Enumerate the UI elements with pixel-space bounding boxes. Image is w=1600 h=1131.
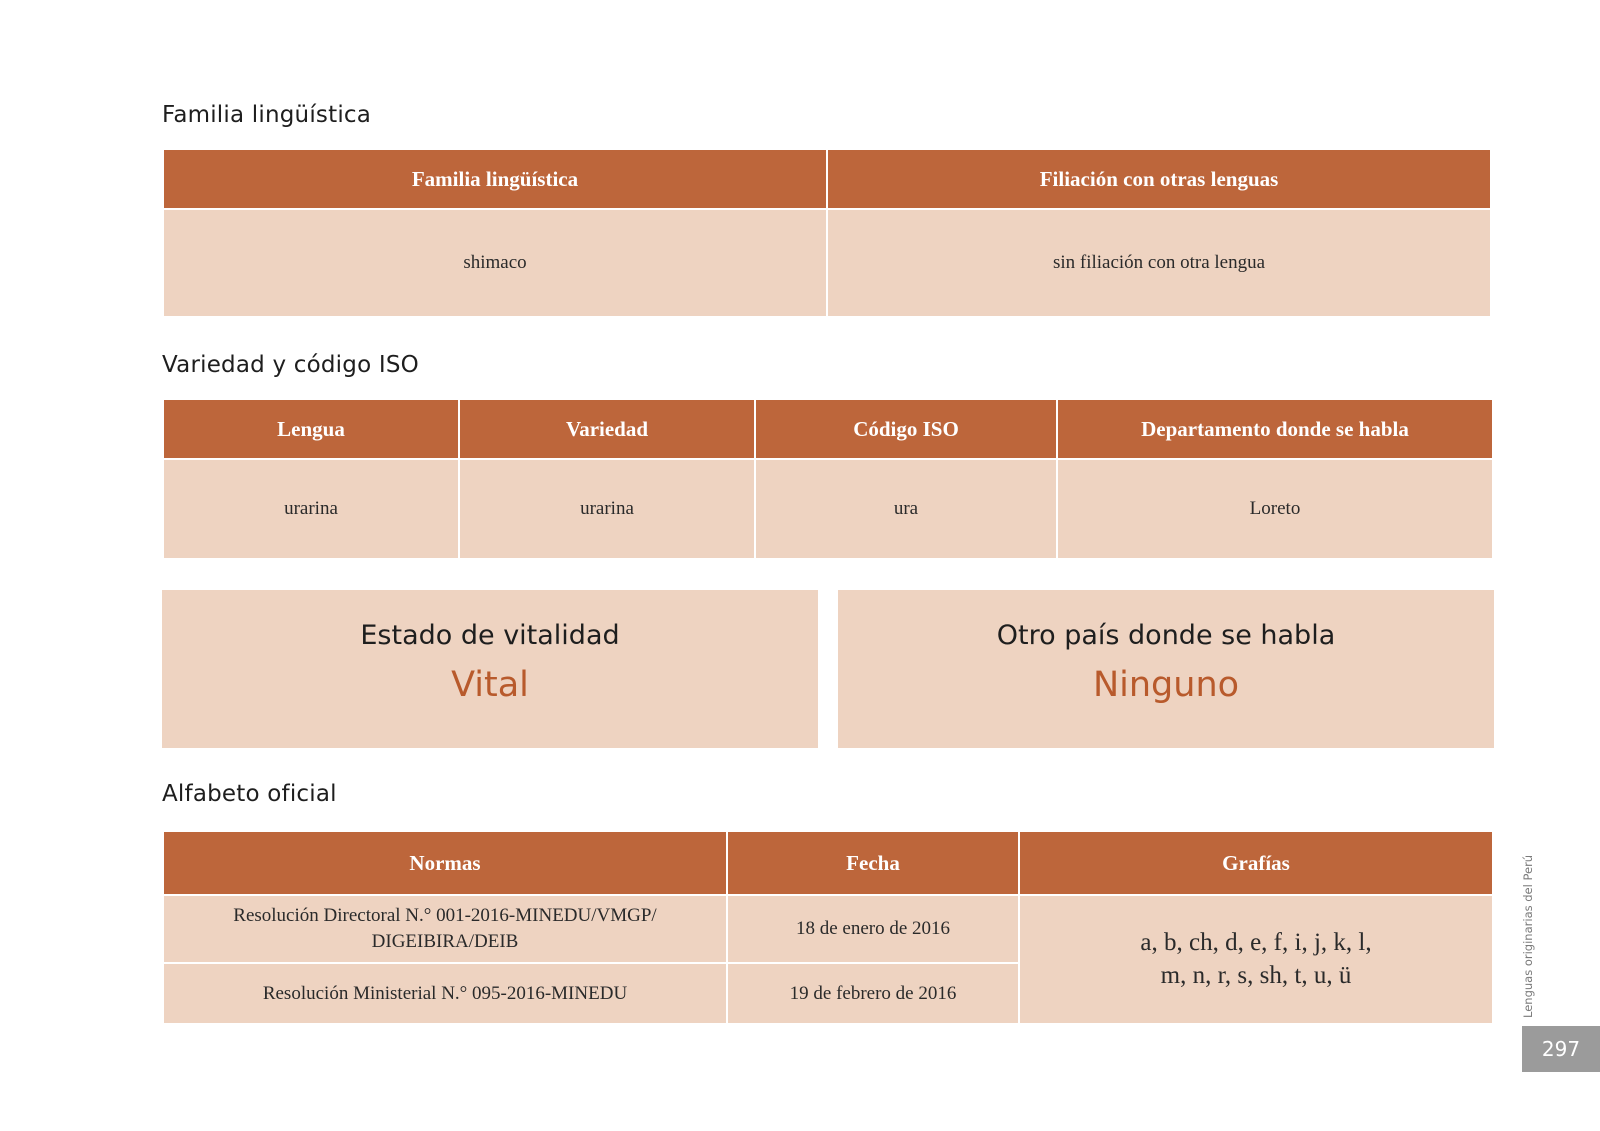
- header-departamento: Departamento donde se habla: [1057, 399, 1493, 459]
- header-codigo-iso: Código ISO: [755, 399, 1057, 459]
- header-grafias: Grafías: [1019, 831, 1493, 895]
- otro-pais-box: [838, 590, 1494, 748]
- section-title-variedad: Variedad y código ISO: [162, 352, 419, 378]
- cell-familia: shimaco: [163, 209, 827, 317]
- cell-fecha-2: 19 de febrero de 2016: [727, 963, 1019, 1024]
- header-variedad: Variedad: [459, 399, 755, 459]
- cell-variedad: urarina: [459, 459, 755, 559]
- header-lengua: Lengua: [163, 399, 459, 459]
- cell-lengua: urarina: [163, 459, 459, 559]
- table-row: [163, 895, 1493, 963]
- cell-norma-2: Resolución Ministerial N.° 095-2016-MINEDU: [163, 963, 727, 1024]
- cell-norma-1: Resolución Directoral N.° 001-2016-MINEDU/VMGP/ DIGEIBIRA/DEIB: [163, 895, 727, 963]
- section-title-alfabeto: Alfabeto oficial: [162, 781, 337, 807]
- alfabeto-table: [162, 830, 1494, 1025]
- otro-pais-label: Otro país donde se habla: [996, 620, 1336, 651]
- vitalidad-value: Vital: [451, 665, 529, 705]
- header-familia: Familia lingüística: [163, 149, 827, 209]
- cell-departamento: Loreto: [1057, 459, 1493, 559]
- cell-grafias: [1019, 895, 1493, 1024]
- vitalidad-box: [162, 590, 818, 748]
- side-running-title: Lenguas originarias del Perú: [1521, 854, 1535, 1018]
- cell-codigo-iso: ura: [755, 459, 1057, 559]
- cell-fecha-1: 18 de enero de 2016: [727, 895, 1019, 963]
- page-number: 297: [1522, 1026, 1600, 1072]
- table-row: [163, 209, 1491, 317]
- section-title-familia: Familia lingüística: [162, 102, 372, 128]
- header-fecha: Fecha: [727, 831, 1019, 895]
- table-row: [163, 459, 1493, 559]
- header-normas: Normas: [163, 831, 727, 895]
- vitalidad-label: Estado de vitalidad: [360, 620, 620, 651]
- otro-pais-value: Ninguno: [1092, 665, 1240, 705]
- grafias-line-1: a, b, ch, d, e, f, i, j, k, l,: [1140, 929, 1372, 956]
- header-filiacion: Filiación con otras lenguas: [827, 149, 1491, 209]
- familia-table: [162, 148, 1492, 318]
- variedad-table: [162, 398, 1494, 560]
- cell-filiacion: sin filiación con otra lengua: [827, 209, 1491, 317]
- grafias-line-2: m, n, r, s, sh, t, u, ü: [1160, 961, 1352, 989]
